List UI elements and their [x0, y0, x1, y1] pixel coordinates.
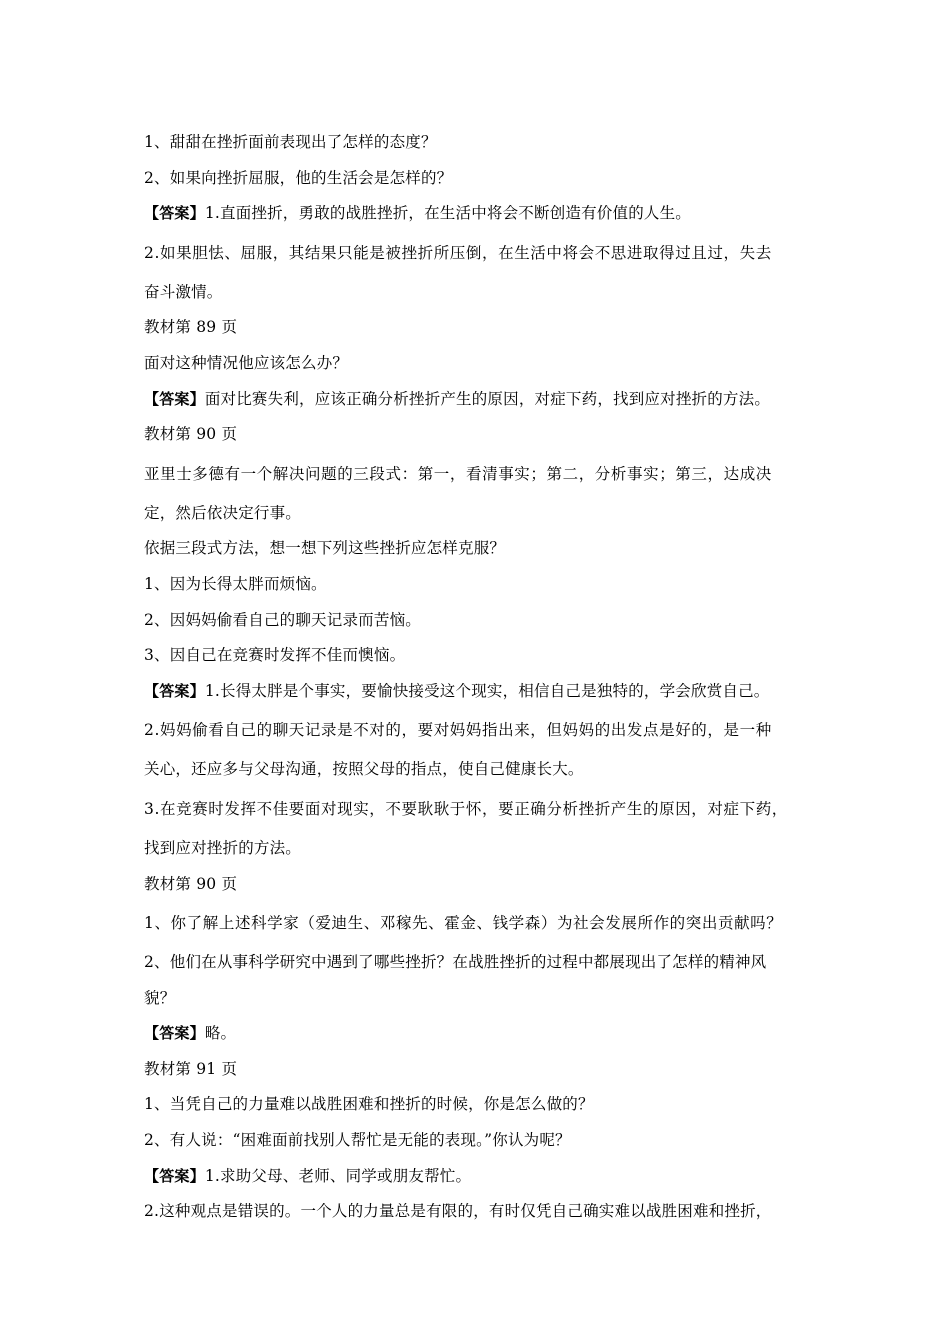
line-text: 2.如果胆怯、屈服，其结果只能是被挫折所压倒，在生活中将会不思进取得过且过，失去: [144, 243, 772, 262]
text-line: [144, 1052, 824, 1088]
text-line: [144, 638, 824, 674]
text-line: [144, 346, 824, 382]
line-text: 3、因自己在竞赛时发挥不佳而懊恼。: [144, 646, 406, 665]
line-text: 1、因为长得太胖而烦恼。: [144, 574, 327, 593]
line-text: 2.妈妈偷看自己的聊天记录是不对的，要对妈妈指出来，但妈妈的出发点是好的，是一种: [144, 721, 772, 740]
text-line: [144, 1087, 824, 1123]
answer-line: [144, 1159, 824, 1195]
text-line: [144, 1194, 824, 1230]
line-text: 奋斗激情。: [144, 282, 223, 301]
text-line: [144, 161, 824, 197]
answer-line: [144, 674, 824, 710]
answer-tag: 【答案】: [144, 681, 205, 700]
line-text: 2、如果向挫折屈服，他的生活会是怎样的？: [144, 168, 453, 187]
line-text: 1、当凭自己的力量难以战胜困难和挫折的时候，你是怎么做的？: [144, 1095, 594, 1114]
line-text: 关心，还应多与父母沟通，按照父母的指点，使自己健康长大。: [144, 760, 584, 779]
line-text: 亚里士多德有一个解决问题的三段式：第一，看清事实；第二，分析事实；第三，达成决: [144, 464, 772, 483]
answer-tag: 【答案】: [144, 1024, 205, 1043]
text-line: [144, 788, 824, 831]
text-line: [144, 1123, 824, 1159]
text-line: [144, 417, 824, 453]
line-text: 1、你了解上述科学家（爱迪生、邓稼先、霍金、钱学森）为社会发展所作的突出贡献吗？: [144, 914, 783, 933]
line-text: 教材第 90 页: [144, 874, 238, 893]
line-text: 1.长得太胖是个事实，要愉快接受这个现实，相信自己是独特的，学会欣赏自己。: [204, 681, 770, 700]
text-line: [144, 752, 824, 788]
line-text: 2、有人说：“困难面前找别人帮忙是无能的表现。”你认为呢？: [144, 1131, 571, 1150]
text-line: [144, 531, 824, 567]
text-line: [144, 232, 824, 275]
text-line: [144, 567, 824, 603]
answer-line: [144, 1016, 824, 1052]
line-text: 找到应对挫折的方法。: [144, 838, 302, 857]
text-line: [144, 603, 824, 639]
line-text: 1.求助父母、老师、同学或朋友帮忙。: [204, 1166, 472, 1185]
line-text: 略。: [204, 1024, 237, 1043]
line-text: 2、他们在从事科学研究中遇到了哪些挫折？在战胜挫折的过程中都展现出了怎样的精神风: [144, 953, 767, 972]
text-line: [144, 709, 824, 752]
line-text: 1.直面挫折，勇敢的战胜挫折，在生活中将会不断创造有价值的人生。: [204, 204, 692, 223]
text-line: [144, 453, 824, 496]
line-text: 定，然后依决定行事。: [144, 503, 302, 522]
line-text: 教材第 90 页: [144, 425, 238, 444]
text-line: [144, 496, 824, 532]
text-line: [144, 125, 824, 161]
line-text: 2.这种观点是错误的。一个人的力量总是有限的，有时仅凭自己确实难以战胜困难和挫折，: [144, 1202, 772, 1221]
document-body: [144, 125, 824, 1230]
line-text: 依据三段式方法，想一想下列这些挫折应怎样克服？: [144, 539, 506, 558]
line-text: 2、因妈妈偷看自己的聊天记录而苦恼。: [144, 610, 421, 629]
answer-line: [144, 382, 824, 418]
text-line: [144, 945, 824, 981]
line-text: 3.在竞赛时发挥不佳要面对现实，不要耿耿于怀，要正确分析挫折产生的原因，对症下药，: [144, 799, 788, 818]
line-text: 面对比赛失利，应该正确分析挫折产生的原因，对症下药，找到应对挫折的方法。: [204, 389, 771, 408]
line-text: 面对这种情况他应该怎么办？: [144, 353, 349, 372]
answer-tag: 【答案】: [144, 389, 205, 408]
line-text: 1、甜甜在挫折面前表现出了怎样的态度？: [144, 133, 437, 151]
line-text: 貌？: [144, 988, 176, 1007]
text-line: [144, 310, 824, 346]
answer-tag: 【答案】: [144, 1166, 205, 1185]
text-line: [144, 831, 824, 867]
line-text: 教材第 91 页: [144, 1059, 238, 1078]
text-line: [144, 902, 824, 945]
answer-line: [144, 196, 824, 232]
text-line: [144, 867, 824, 903]
text-line: [144, 275, 824, 311]
text-line: [144, 981, 824, 1017]
answer-tag: 【答案】: [144, 204, 205, 223]
line-text: 教材第 89 页: [144, 318, 238, 337]
